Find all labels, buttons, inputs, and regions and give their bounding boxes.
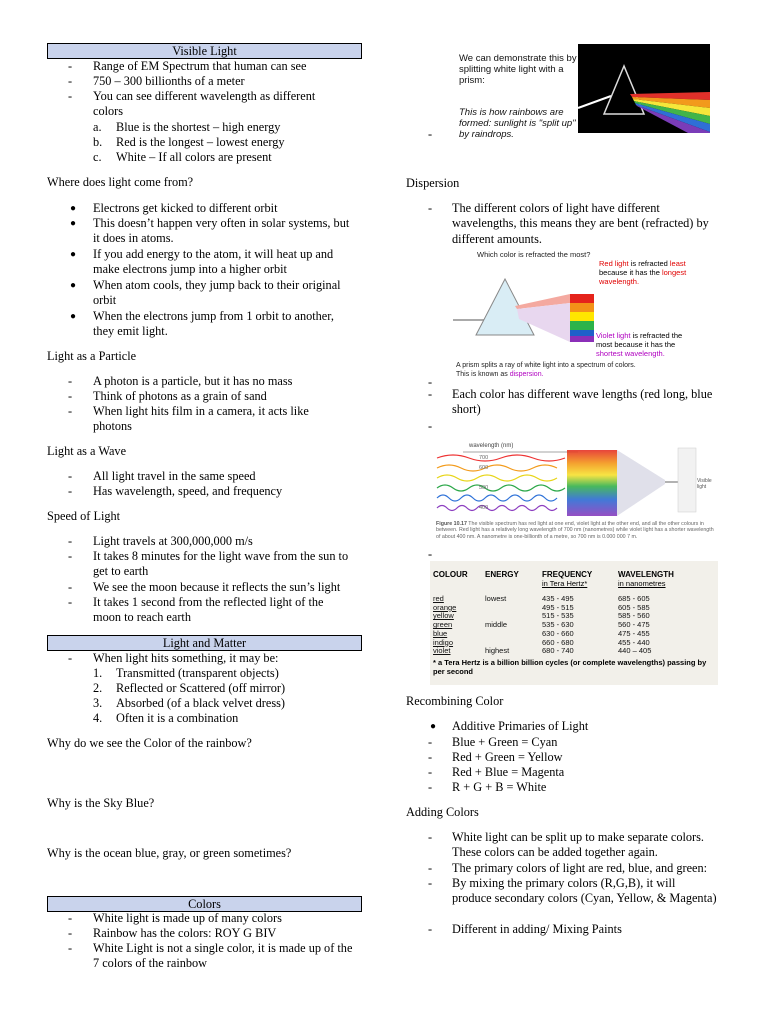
red-light-note: Red light is refracted least because it has the longest wavelength. xyxy=(599,259,687,286)
table-cell: 440 – 405 xyxy=(618,646,652,656)
table-cell: red xyxy=(433,594,444,603)
table-cell: lowest xyxy=(485,594,507,603)
table-cell: highest xyxy=(485,646,510,656)
table-row xyxy=(433,629,713,638)
table-subheader-thz: in Tera Hertz* xyxy=(542,579,588,588)
refraction-figure xyxy=(453,247,715,382)
table-cell: green xyxy=(433,620,453,630)
table-row xyxy=(433,611,713,620)
heading-particle: Light as a Particle xyxy=(47,349,137,363)
section-header-light-matter: Light and Matter xyxy=(47,635,362,651)
heading-recombining: Recombining Color xyxy=(406,694,504,708)
wave-diagram xyxy=(433,440,718,520)
table-row xyxy=(433,620,713,629)
wave-visible-label: Visible light xyxy=(697,478,712,490)
prism-figure-text2: This is how rainbows are formed: sunlight is "split up" by raindrops. xyxy=(459,107,576,140)
table-header-frequency: FREQUENCY xyxy=(542,570,593,579)
heading-adding: Adding Colors xyxy=(406,805,479,819)
table-header-colour: COLOUR xyxy=(433,570,468,579)
table-cell: 475 - 455 xyxy=(618,628,650,638)
question-rainbow: Why do we see the Color of the rainbow? xyxy=(47,736,252,750)
table-subheader-nm: in nanometres xyxy=(618,579,666,588)
dash-mark: - xyxy=(428,375,433,389)
refraction-caption: A prism splits a ray of white light into a spectrum of colors. This is known as dispersion. xyxy=(456,362,636,378)
table-cell: 660 - 680 xyxy=(542,637,574,647)
section-header-visible-light: Visible Light xyxy=(47,43,362,59)
dash-mark: - xyxy=(428,127,433,141)
table-cell: blue xyxy=(433,628,448,638)
question-sky: Why is the Sky Blue? xyxy=(47,796,155,810)
prism-image xyxy=(578,44,710,133)
wavelength-figure xyxy=(433,440,718,544)
table-header-energy: ENERGY xyxy=(485,570,519,579)
wave-tick-700: 700 xyxy=(479,455,489,461)
table-row xyxy=(433,638,713,647)
wave-caption: Figure 10.17 The visible spectrum has red light at one end, violet light at the other end, and all the other colours in between. Red light has a relatively long wavelength of 700 nm (nanometres) while violet light has a shorter wavelength of about 400 nm. A nanometre is one-billionth of a metre, so 700 nm is 0.000 000 7 m. xyxy=(436,521,714,540)
question-ocean: Why is the ocean blue, gray, or green sometimes? xyxy=(47,846,292,860)
table-cell: 495 - 515 xyxy=(542,602,574,612)
table-cell: violet xyxy=(433,646,451,656)
table-cell: 455 - 440 xyxy=(618,637,650,647)
table-cell: 630 - 660 xyxy=(542,628,574,638)
table-row xyxy=(433,603,713,612)
table-row xyxy=(433,594,713,603)
heading-dispersion: Dispersion xyxy=(406,176,460,190)
table-cell: yellow xyxy=(433,611,454,621)
table-cell: middle xyxy=(485,620,508,630)
table-cell: 685 - 605 xyxy=(618,594,650,603)
dash-mark: - xyxy=(428,547,433,561)
wave-axis-label: wavelength (nm) xyxy=(469,443,514,449)
table-cell: 605 - 585 xyxy=(618,602,650,612)
table-cell: 435 - 495 xyxy=(542,594,574,603)
table-cell: 535 - 630 xyxy=(542,620,574,630)
section-header-colors: Colors xyxy=(47,896,362,912)
table-cell: orange xyxy=(433,602,457,612)
dash-mark: - xyxy=(428,419,433,433)
violet-light-note: Violet light is refracted the most because it has the shortest wavelength. xyxy=(596,331,683,358)
prism-figure xyxy=(446,44,710,140)
refraction-diagram xyxy=(453,261,603,361)
heading-wave: Light as a Wave xyxy=(47,444,127,458)
table-cell: 680 - 740 xyxy=(542,646,574,656)
question-where-light: Where does light come from? xyxy=(47,175,194,189)
table-row xyxy=(433,646,713,655)
table-cell: 560 - 475 xyxy=(618,620,650,630)
table-footnote: * a Tera Hertz is a billion billion cycles (or complete wavelengths) passing by per second xyxy=(433,658,707,676)
table-cell: 515 - 535 xyxy=(542,611,574,621)
wave-tick-600: 600 xyxy=(479,465,489,471)
heading-speed: Speed of Light xyxy=(47,509,121,523)
wave-tick-400: 400 xyxy=(479,505,489,511)
table-cell: 585 - 560 xyxy=(618,611,650,621)
prism-figure-text1: We can demonstrate this by splitting white light with a prism: xyxy=(459,53,577,86)
table-header-wavelength: WAVELENGTH xyxy=(618,570,674,579)
wave-tick-500: 500 xyxy=(479,485,489,491)
refraction-question: Which color is refracted the most? xyxy=(477,250,591,259)
color-table-figure xyxy=(430,561,718,685)
table-cell: indigo xyxy=(433,637,454,647)
